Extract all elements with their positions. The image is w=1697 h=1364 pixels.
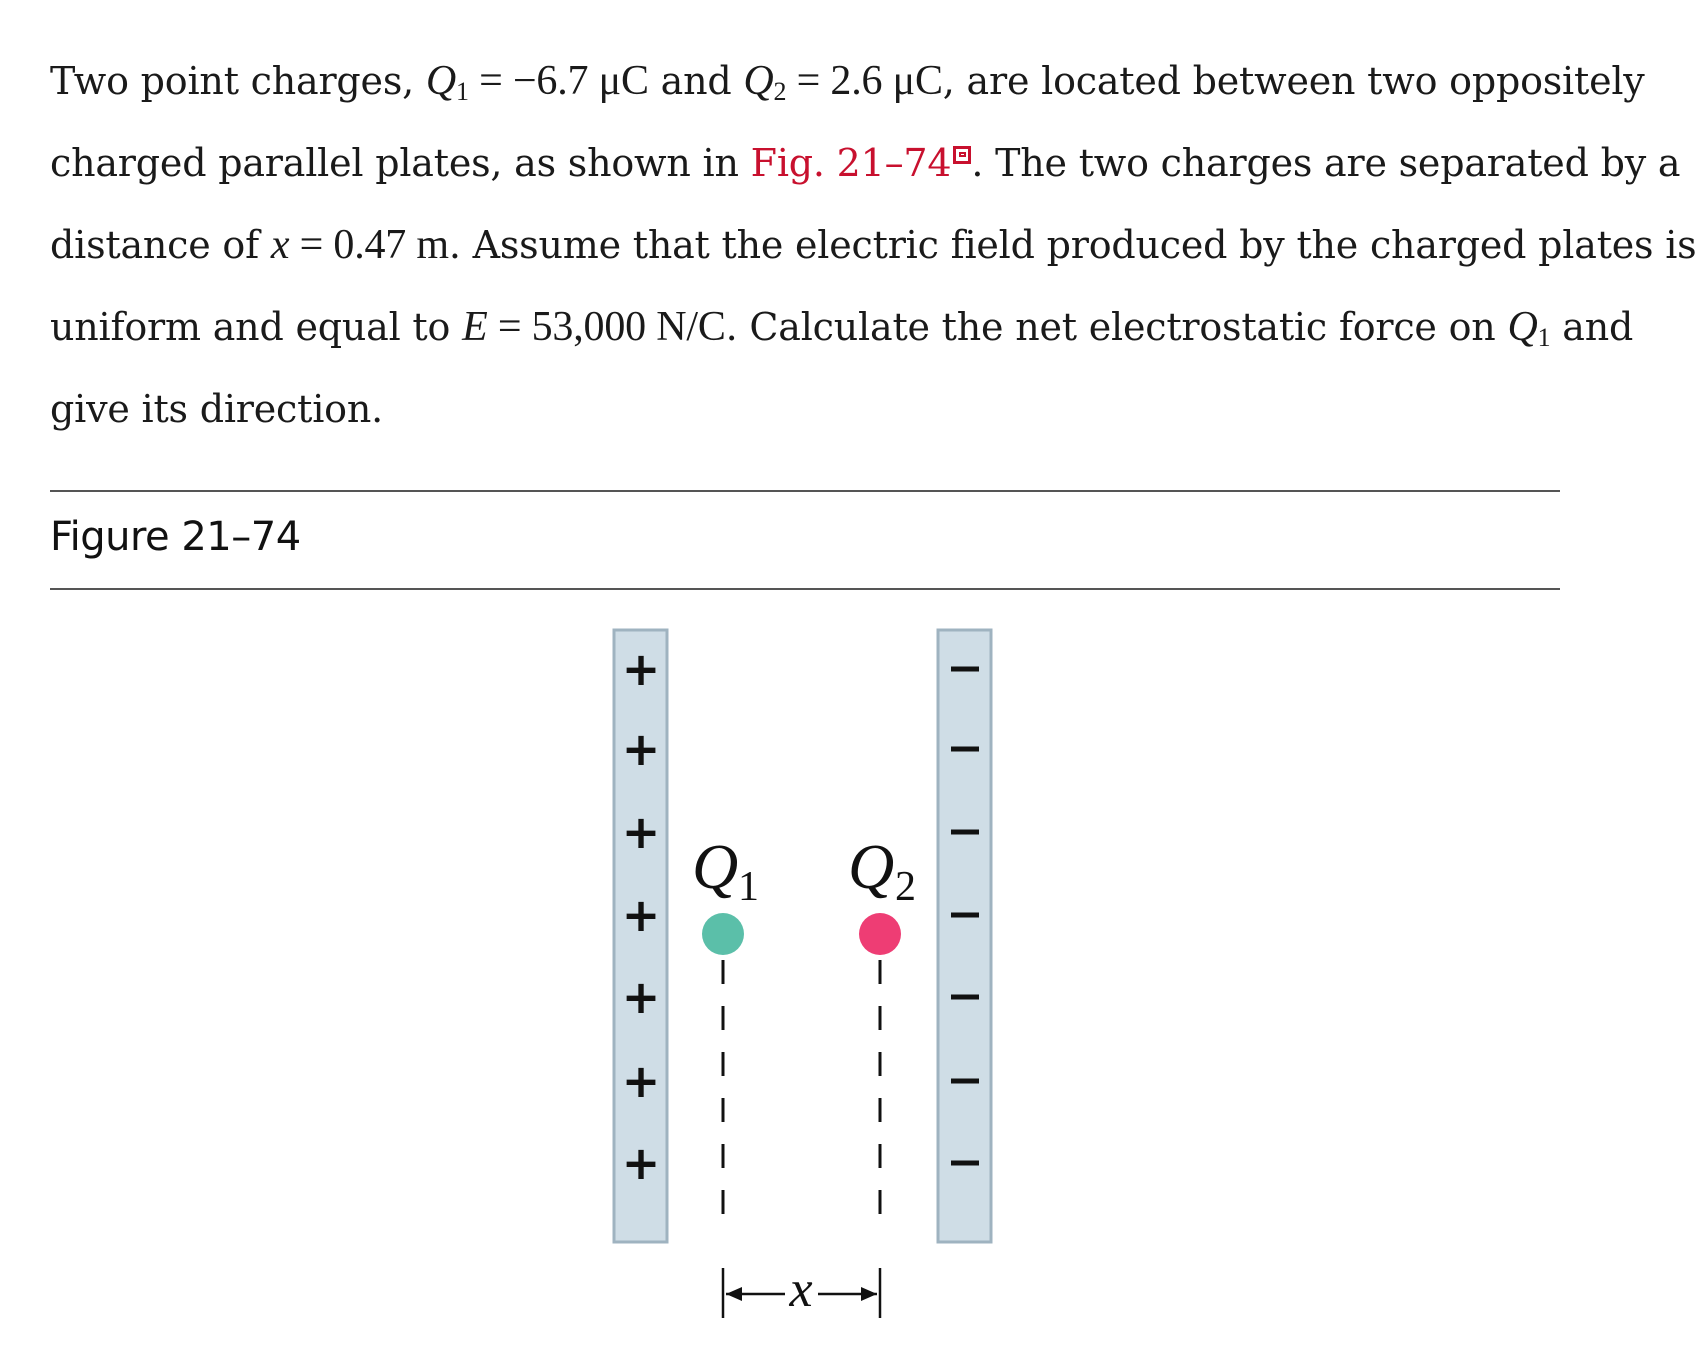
q1-label: Q [692,831,739,902]
plus-sign: + [621,722,661,776]
plus-sign: + [621,805,661,859]
problem-line-2: charged parallel plates, as shown in Fig. 21–74 . The two charges are separated by a [50,141,1681,185]
q1-expression: $Q_1 = -6.7$ μC [425,58,649,106]
plus-sign: + [621,642,661,696]
problem-line-3: distance of x = 0.47 m. Assume that the electric field produced by the charged plates is [50,222,1697,268]
plus-sign: + [621,970,661,1024]
figure-link[interactable]: Fig. 21–74 [751,141,972,185]
plus-sign: + [621,888,661,942]
q1-charge [702,913,744,955]
q2-label-subscript: 2 [895,864,916,910]
distance-expression: x = 0.47 m [270,222,449,268]
figure-caption: Figure 21–74 [50,514,301,560]
distance-label: x [789,1261,813,1318]
q1-reference: $Q_1$ [1507,304,1551,352]
problem-line-1: Two point charges, $Q_1 = -6.7$ μC and $Q_2 = 2.6$ μC, are located between two oppositely [50,58,1645,106]
q2-expression: $Q_2 = 2.6$ μC [743,58,943,106]
plus-sign: + [621,1054,661,1108]
problem-line-4: uniform and equal to E = 53,000 N/C. Calculate the net electrostatic force on $Q_1$ and [50,304,1634,352]
problem-line-5: give its direction. [50,387,383,431]
negative-plate [938,630,991,1242]
q2-charge [859,913,901,955]
q1-label-subscript: 1 [738,864,759,910]
field-expression: E = 53,000 N/C [462,304,726,350]
q2-label: Q [848,831,895,902]
plus-sign: + [621,1136,661,1190]
